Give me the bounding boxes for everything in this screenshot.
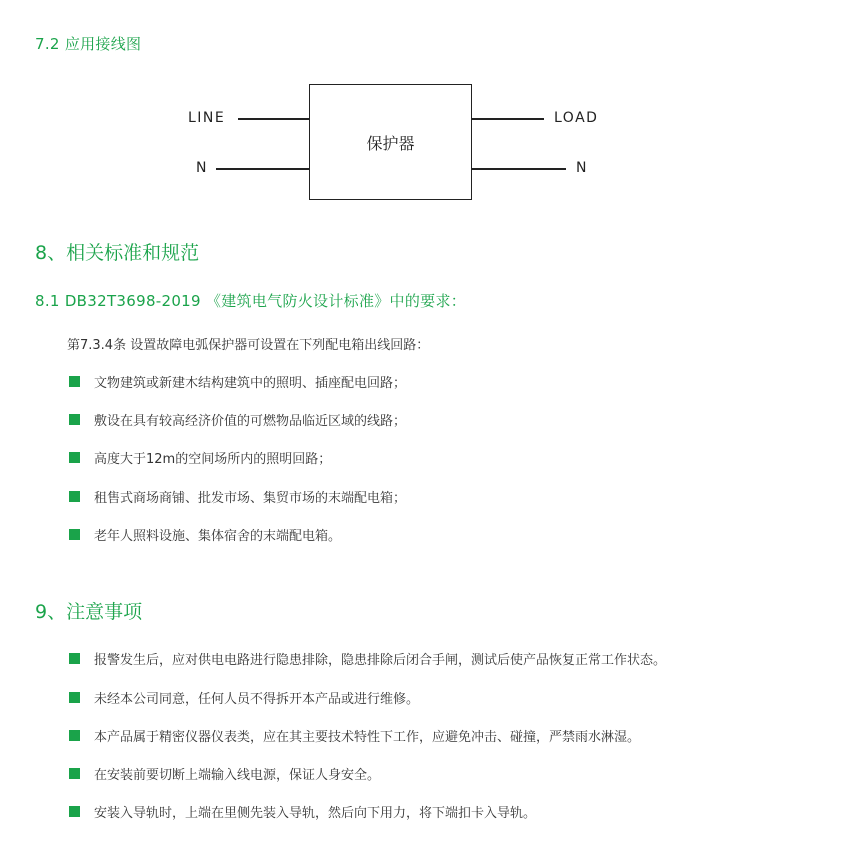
bullet-square-icon xyxy=(69,452,80,463)
bullet-square-icon xyxy=(69,491,80,502)
wiring-diagram xyxy=(0,0,867,230)
neutral-out-wire xyxy=(472,168,566,170)
list-item-text: 租售式商场商铺、批发市场、集贸市场的末端配电箱； xyxy=(94,491,407,506)
line-in-label: LINE xyxy=(188,110,226,126)
list-item-text: 在安装前要切断上端输入线电源，保证人身安全。 xyxy=(94,768,381,783)
bullet-square-icon xyxy=(69,529,80,540)
list-item-text: 高度大于12m的空间场所内的照明回路； xyxy=(94,452,332,467)
list-item-text: 报警发生后，应对供电电路进行隐患排除，隐患排除后闭合手闸，测试后使产品恢复正常工作状态。 xyxy=(94,653,667,668)
neutral-in-label: N xyxy=(196,160,208,176)
list-item xyxy=(69,487,406,506)
neutral-in-wire xyxy=(216,168,309,170)
section-8-intro: 第7.3.4条 设置故障电弧保护器可设置在下列配电箱出线回路： xyxy=(67,338,430,353)
protector-box xyxy=(309,84,472,200)
bullet-square-icon xyxy=(69,692,80,703)
list-item-text: 敷设在具有较高经济价值的可燃物品临近区域的线路； xyxy=(94,414,407,429)
section-8-heading: 8、相关标准和规范 xyxy=(35,242,200,264)
load-out-label: LOAD xyxy=(554,110,599,126)
list-item xyxy=(69,410,406,429)
neutral-out-label: N xyxy=(576,160,588,176)
load-out-wire xyxy=(472,118,544,120)
list-item xyxy=(69,802,536,821)
section-7-2-heading: 7.2 应用接线图 xyxy=(35,35,142,53)
protector-label: 保护器 xyxy=(366,133,415,153)
list-item xyxy=(69,372,406,391)
list-item xyxy=(69,688,419,707)
section-8-1-heading: 8.1 DB32T3698-2019 《建筑电气防火设计标准》中的要求： xyxy=(35,292,467,310)
bullet-square-icon xyxy=(69,806,80,817)
list-item-text: 安装入导轨时，上端在里侧先装入导轨，然后向下用力，将下端扣卡入导轨。 xyxy=(94,806,537,821)
bullet-square-icon xyxy=(69,730,80,741)
line-in-wire xyxy=(238,118,309,120)
list-item-text: 文物建筑或新建木结构建筑中的照明、插座配电回路； xyxy=(94,376,407,391)
bullet-square-icon xyxy=(69,653,80,664)
list-item xyxy=(69,649,666,668)
bullet-square-icon xyxy=(69,414,80,425)
list-item xyxy=(69,448,331,467)
bullet-square-icon xyxy=(69,376,80,387)
list-item xyxy=(69,726,640,745)
list-item-text: 老年人照料设施、集体宿舍的末端配电箱。 xyxy=(94,529,342,544)
list-item-text: 未经本公司同意，任何人员不得拆开本产品或进行维修。 xyxy=(94,692,420,707)
bullet-square-icon xyxy=(69,768,80,779)
list-item-text: 本产品属于精密仪器仪表类，应在其主要技术特性下工作，应避免冲击、碰撞，严禁雨水淋湿。 xyxy=(94,730,641,745)
list-item xyxy=(69,764,380,783)
list-item xyxy=(69,525,341,544)
section-9-heading: 9、注意事项 xyxy=(35,601,143,623)
